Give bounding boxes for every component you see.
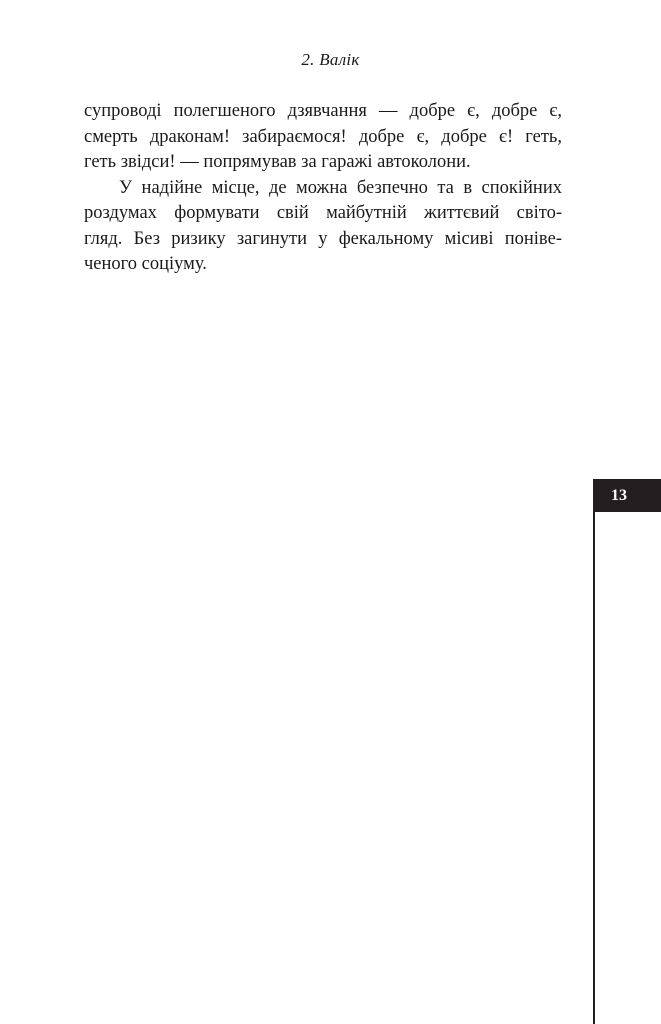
text-line-6: гляд. Без ризику загинути у фекальному місиві понівe- bbox=[84, 228, 562, 249]
page-number-tab: 13 bbox=[593, 479, 661, 512]
running-header-chapter-title: 2. Валік bbox=[301, 50, 360, 69]
body-text bbox=[84, 99, 562, 278]
text-line-4: У надійне місце, де можна безпечно та в спокійних bbox=[119, 177, 562, 198]
text-line-2: смерть драконам! забираємося! добре є, добре є! геть, bbox=[84, 126, 562, 147]
text-line-7: ченого соціуму. bbox=[84, 254, 207, 274]
page-edge-rule bbox=[593, 512, 595, 1024]
text-line-3: геть звідси! — попрямував за гаражі автоколони. bbox=[84, 152, 471, 172]
text-line-1: супроводі полегшеного дзявчання — добре є, добре є, bbox=[84, 101, 562, 121]
text-line-5: роздумах формувати свій майбутній життєвий світо- bbox=[84, 203, 562, 223]
